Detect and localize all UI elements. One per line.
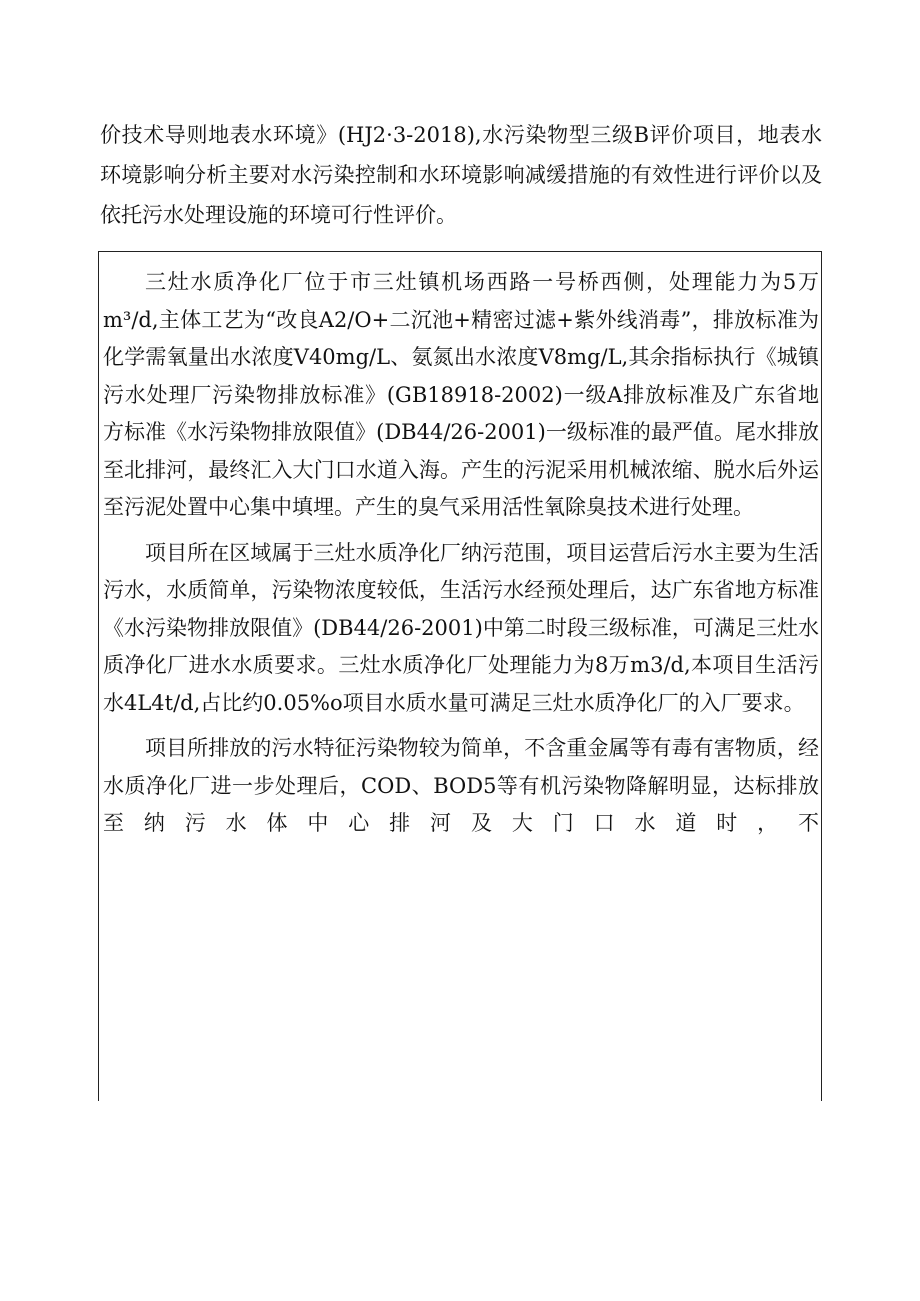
analysis-content <box>99 252 821 843</box>
intro-paragraph: 价技术导则地表水环境》(HJ2·3-2018),水污染物型三级B评价项目，地表水环境影响分析主要对水污染控制和水环境影响减缓措施的有效性进行评价以及依托污水处理设施的环境可行性评价。 <box>100 123 822 227</box>
paragraph-pollutant-characteristics: 项目所排放的污水特征污染物较为简单，不含重金属等有毒有害物质，经水质净化厂进一步处理后，COD、BOD5等有机污染物降解明显，达标排放至纳污水体中心排河及大门口水道时，不 <box>103 736 819 835</box>
analysis-table-cell <box>98 251 822 1101</box>
paragraph-plant-description: 三灶水质净化厂位于市三灶镇机场西路一号桥西侧，处理能力为5万m³/d,主体工艺为“改良A2/O+二沉池+精密过滤+紫外线消毒”，排放标准为化学需氧量出水浓度V40mg/L、氨氮出水浓度V8mg/L,其余指标执行《城镇污水处理厂污染物排放标准》(GB18918-2002)一级A排放标准及广东省地方标准《水污染物排放限值》(DB44/26-2001)一级标准的最严值。尾水排放至北排河，最终汇入大门口水道入海。产生的污泥采用机械浓缩、脱水后外运至污泥处置中心集中填埋。产生的臭气采用活性氧除臭技术进行处理。 <box>103 270 819 519</box>
intro-text-block <box>100 115 822 235</box>
paragraph-project-wastewater: 项目所在区域属于三灶水质净化厂纳污范围，项目运营后污水主要为生活污水，水质简单，污染物浓度较低，生活污水经预处理后，达广东省地方标准《水污染物排放限值》(DB44/26-2001)中第二时段三级标准，可满足三灶水质净化厂进水水质要求。三灶水质净化厂处理能力为8万m3/d,本项目生活污水4L4t/d,占比约0.05%o项目水质水量可满足三灶水质净化厂的入厂要求。 <box>103 540 819 715</box>
